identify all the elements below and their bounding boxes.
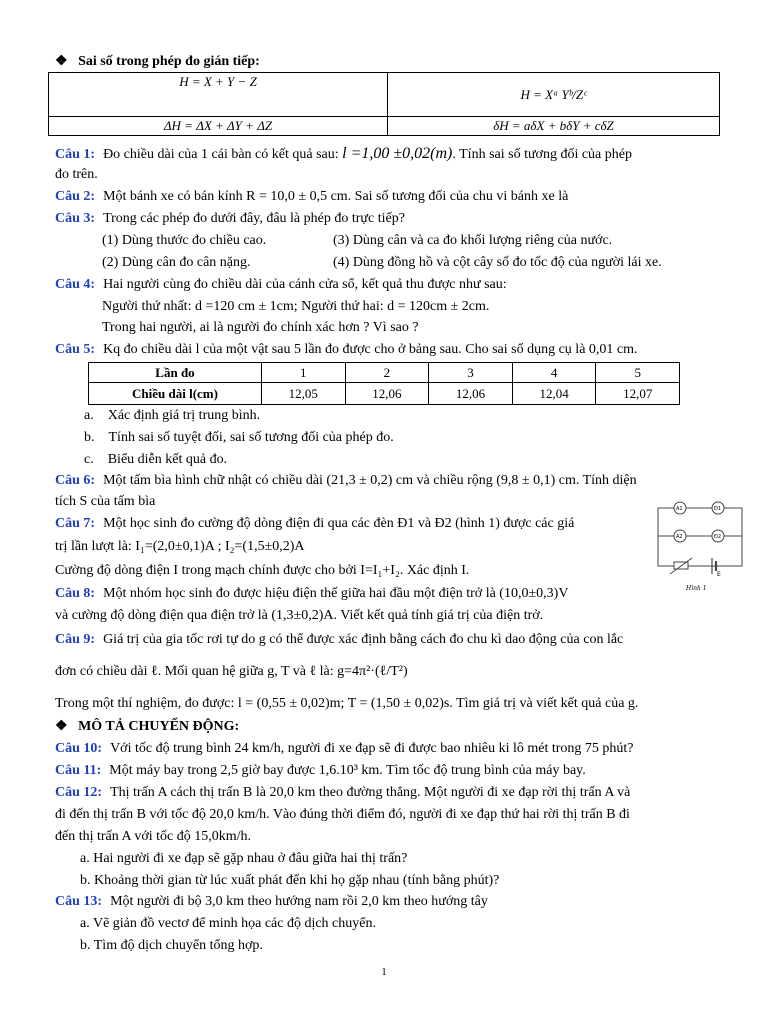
formula-table — [48, 72, 720, 136]
table-cell: 12,06 — [345, 383, 429, 405]
question-9-line-3: Trong một thí nghiệm, đo được: l = (0,55 ± 0,02)m; T = (1,50 ± 0,02)s. Tìm giá trị và viết kết quả của g. — [55, 696, 639, 711]
section-title: MÔ TẢ CHUYỂN ĐỘNG: — [78, 719, 240, 734]
question-text: Kq đo chiều dài l của một vật sau 5 lần đo được cho ở bảng sau. Cho sai số dụng cụ là 0,01 cm. — [103, 342, 638, 357]
question-text: Một nhóm học sinh đo được hiệu điện thế giữa hai đầu một điện trở là (10,0±0,3)V — [103, 586, 569, 601]
question-text: Một bánh xe có bán kính R = 10,0 ± 0,5 cm. Sai số tương đối của chu vi bánh xe là — [103, 189, 569, 204]
table-cell: 12,07 — [596, 383, 680, 405]
question-13 — [55, 892, 722, 912]
question-1 — [55, 144, 722, 165]
question-text: Hai người cùng đo chiều dài của cánh cửa sổ, kết quả thu được như sau: — [103, 277, 507, 292]
question-text: Với tốc độ trung bình 24 km/h, người đi xe đạp sẽ đi được bao nhiêu ki lô mét trong 75 phút? — [110, 741, 634, 756]
table-row-label: Chiều dài l(cm) — [89, 383, 262, 405]
formula-product: H = Xᵃ Yᵇ/Zᶜ — [388, 73, 720, 117]
table-cell: 12,06 — [429, 383, 513, 405]
svg-text:A1: A1 — [676, 506, 683, 512]
question-13-part-a: a. Vẽ giản đồ vectơ để minh họa các độ dịch chuyển. — [80, 916, 376, 931]
question-9 — [55, 630, 722, 650]
figure-caption: Hình 1 — [686, 585, 707, 592]
question-6 — [55, 471, 722, 491]
formula-abs-error: ΔH = ΔX + ΔY + ΔZ — [49, 117, 388, 136]
svg-text:E: E — [717, 571, 721, 578]
question-12 — [55, 783, 722, 803]
section-title: Sai số trong phép đo gián tiếp: — [78, 54, 260, 69]
svg-text:Đ1: Đ1 — [714, 506, 722, 512]
question-label: Câu 2: — [55, 189, 96, 204]
formula-rel-error: δH = aδX + bδY + cδZ — [388, 117, 720, 136]
question-6-line-2: tích S của tấm bìa — [55, 494, 156, 509]
svg-text:Đ2: Đ2 — [714, 534, 722, 540]
question-3-option-2: (2) Dùng cân đo cân nặng. — [102, 255, 251, 270]
question-11 — [55, 761, 722, 781]
table-cell: 12,04 — [512, 383, 596, 405]
question-label: Câu 12: — [55, 785, 103, 800]
question-3 — [55, 209, 722, 229]
question-text: Một tấm bìa hình chữ nhật có chiều dài (21,3 ± 0,2) cm và chiều rộng (9,8 ± 0,1) cm. Tính diện — [103, 473, 637, 488]
diamond-bullet-icon: ❖ — [55, 719, 68, 734]
table-header-cell: 2 — [345, 363, 429, 383]
table-header-cell: 3 — [429, 363, 513, 383]
question-13-part-b: b. Tìm độ dịch chuyển tổng hợp. — [80, 938, 263, 953]
table-header-cell: Lần đo — [89, 363, 262, 383]
question-text: Một máy bay trong 2,5 giờ bay được 1,6.10³ km. Tìm tốc độ trung bình của máy bay. — [109, 763, 586, 778]
table-header-cell: 1 — [262, 363, 346, 383]
table-header-cell: 4 — [512, 363, 596, 383]
question-label: Câu 5: — [55, 342, 96, 357]
table-cell: 12,05 — [262, 383, 346, 405]
question-label: Câu 11: — [55, 763, 102, 778]
question-12-line-3: đến thị trấn A với tốc độ 15,0km/h. — [55, 829, 251, 844]
question-label: Câu 13: — [55, 894, 103, 909]
question-text: Một học sinh đo cường độ dòng điện đi qua các đèn Đ1 và Đ2 (hình 1) được các giá — [103, 516, 575, 531]
section-heading-motion — [55, 717, 722, 737]
question-5 — [55, 340, 722, 360]
question-label: Câu 3: — [55, 211, 96, 226]
svg-text:A2: A2 — [676, 534, 683, 540]
question-5-part-a: a. Xác định giá trị trung bình. — [84, 408, 261, 423]
question-8 — [55, 584, 722, 604]
question-12-part-b: b. Khoảng thời gian từ lúc xuất phát đến khi họ gặp nhau (tính bằng phút)? — [80, 873, 500, 888]
circuit-svg — [654, 500, 746, 596]
question-3-option-3: (3) Dùng cân và ca đo khối lượng riêng của nước. — [333, 233, 613, 248]
question-label: Câu 7: — [55, 516, 96, 531]
question-label: Câu 1: — [55, 147, 96, 162]
question-text: Đo chiều dài của 1 cái bàn có kết quả sau: — [103, 147, 339, 162]
question-7-line-3: Cường độ dòng điện I trong mạch chính được cho bởi I=I₁+I₂. Xác định I. — [55, 563, 470, 578]
question-12-line-2: đi đến thị trấn B với tốc độ 20,0 km/h. Vào đúng thời điểm đó, người đi xe đạp thứ hai rời thị trấn B đi — [55, 807, 630, 822]
question-label: Câu 4: — [55, 277, 96, 292]
diamond-bullet-icon: ❖ — [55, 54, 68, 69]
circuit-diagram — [654, 500, 746, 596]
question-label: Câu 9: — [55, 632, 96, 647]
section-heading-indirect-error — [55, 52, 722, 72]
question-3-option-1: (1) Dùng thước đo chiều cao. — [102, 233, 267, 248]
question-2 — [55, 187, 722, 207]
table-header-cell: 5 — [596, 363, 680, 383]
question-9-line-2: đơn có chiều dài ℓ. Mối quan hệ giữa g, T và ℓ là: g=4π²·(ℓ/T²) — [55, 664, 408, 679]
question-7-line-2: trị lần lượt là: I₁=(2,0±0,1)A ; I₂=(1,5±0,2)A — [55, 539, 305, 554]
question-7 — [55, 514, 628, 534]
question-text: Thị trấn A cách thị trấn B là 20,0 km theo đường thẳng. Một người đi xe đạp rời thị trấn A và — [110, 785, 631, 800]
question-label: Câu 8: — [55, 586, 96, 601]
question-12-part-a: a. Hai người đi xe đạp sẽ gặp nhau ở đâu giữa hai thị trấn? — [80, 851, 408, 866]
question-5-part-b: b. Tính sai số tuyệt đối, sai số tương đối của phép đo. — [84, 430, 394, 445]
question-text: Giá trị của gia tốc rơi tự do g có thể được xác định bằng cách đo chu kì dao động của con lắc — [103, 632, 624, 647]
question-10 — [55, 739, 722, 759]
question-text: Trong các phép đo dưới đây, đâu là phép đo trực tiếp? — [103, 211, 405, 226]
question-3-option-4: (4) Dùng đồng hồ và cột cây số đo tốc độ của người lái xe. — [333, 255, 662, 270]
question-text: Một người đi bộ 3,0 km theo hướng nam rồi 2,0 km theo hướng tây — [110, 894, 488, 909]
question-1-line-2: đo trên. — [55, 167, 98, 182]
question-4-line-2: Người thứ nhất: d =120 cm ± 1cm; Người thứ hai: d = 120cm ± 2cm. — [102, 299, 490, 314]
question-label: Câu 6: — [55, 473, 96, 488]
question-math: l =1,00 ±0,02(m) — [342, 145, 453, 162]
question-4-line-3: Trong hai người, ai là người đo chính xác hơn ? Vì sao ? — [102, 320, 419, 335]
question-text-cont: . Tính sai số tương đối của phép — [452, 147, 632, 162]
question-4 — [55, 275, 722, 295]
question-label: Câu 10: — [55, 741, 103, 756]
formula-sum: H = X + Y − Z — [49, 73, 388, 117]
measurement-table — [88, 362, 680, 405]
question-5-part-c: c. Biểu diễn kết quả đo. — [84, 452, 228, 467]
page-number: 1 — [381, 966, 387, 978]
question-8-line-2: và cường độ dòng điện qua điện trở là (1,3±0,2)A. Viết kết quả tính giá trị của điện trở. — [55, 608, 544, 623]
